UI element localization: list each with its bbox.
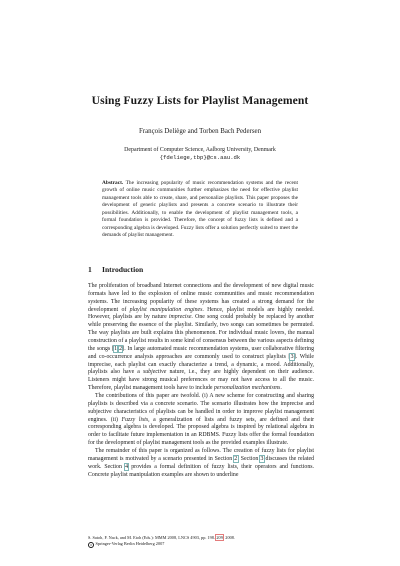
- text-run: The remainder of this paper is organized as follows. The creation of fuzzy lists for playlist management is motivated by a scenario presented in Section: [88, 448, 314, 462]
- section-heading: [88, 265, 314, 274]
- text-run: nature, i.e., they are highly dependent on their audience. Listeners might have strong musical preferences or may not have access to all the music. Therefore, playlist management tools have to include: [88, 369, 314, 392]
- affiliation-block: [0, 146, 400, 162]
- citation-link[interactable]: 1: [114, 345, 118, 352]
- section-link[interactable]: 3: [260, 455, 264, 462]
- text-run: provides a formal definition of fuzzy lists, their operators and functions. Concrete playlist manipulation examples are shown to underline: [88, 463, 314, 478]
- affiliation: Department of Computer Science, Aalborg University, Denmark: [124, 147, 276, 153]
- abstract-label: Abstract.: [102, 180, 124, 186]
- text-run: ,: [117, 345, 119, 352]
- footnote: [88, 535, 314, 548]
- paragraph: [88, 393, 314, 448]
- text-run: Springer-Verlag Berlin Heidelberg 2007: [94, 541, 165, 546]
- emphasis: imprecise: [168, 314, 192, 321]
- paragraph: [88, 283, 314, 393]
- text-run: , 2008.: [223, 535, 235, 540]
- citation-link[interactable]: 2: [119, 345, 122, 352]
- text-run: . One song could probably be replaced by another while preserving the essence of the playlist. Similarly, two songs can sometimes be permuted. The way playlists are built explains this phenomenon. For individual music lovers, the manual construction of a playlist results in some kind of consensus between the various aspects defining the songs [: [88, 314, 314, 352]
- section-number: 1: [88, 265, 92, 274]
- text-run: S. Satoh, F. Nack, and M. Etoh (Eds.): MMM 2008, LNCS 4903, pp. 198–: [88, 535, 217, 540]
- author-email: {fdeliege,tbp}@cs.aau.dk: [159, 154, 241, 162]
- text-run: .: [280, 385, 282, 392]
- section-link[interactable]: 4: [125, 463, 129, 470]
- text-run: The contributions of this paper are twofold. (i) A new scheme for constructing and sharing playlists is described via a concrete scenario. The scenario illustrates how the imprecise and subjective characteristics of playlists can be handled in order to improve playlist management engines. (ii): [88, 393, 314, 423]
- emphasis: subjective: [142, 369, 167, 376]
- abstract: [102, 180, 298, 240]
- author-list: François Deliège and Torben Bach Pedersen: [138, 128, 262, 135]
- copyright-icon: c: [88, 542, 94, 548]
- emphasis: playlist manipulation engines: [129, 306, 203, 313]
- section-body: [88, 283, 314, 479]
- text-run: , a generalization of lists and fuzzy sets, are defined and their corresponding algebra is developed. The proposed algebra is inspired by relational algebra in order to facilitate future implementation in an RDBMS. Fuzzy lists offer the formal foundation for the development of playlist management tools as the provided examples illustrate.: [88, 416, 315, 447]
- text-run: . Section: [237, 455, 261, 462]
- paper-title: Using Fuzzy Lists for Playlist Management: [91, 94, 309, 107]
- text-run: ]. While imprecise, each playlist can exactly characterize a trend, a dynamic, a mood. Additionally, playlists also have a: [88, 353, 314, 376]
- text-run: ]. In large automated music recommendation systems, user collaborative filtering and co-occurrence analysis approaches are commonly used to construct playlists [: [88, 345, 314, 360]
- copyright-line: [88, 541, 314, 548]
- text-run: discusses the related work. Section: [88, 455, 314, 470]
- emphasis: personalization mechanisms: [213, 385, 281, 392]
- citation-link[interactable]: 3: [290, 353, 294, 360]
- paragraph: [88, 448, 314, 479]
- text-run: The proliferation of broadband Internet connections and the development of new digital music formats have led to the explosion of online music communities and music recommendation systems. The increasing popularity of these systems has created a strong demand for the development of: [88, 283, 314, 313]
- emphasis: Fuzzy lists: [121, 416, 149, 423]
- section-title: Introduction: [102, 265, 144, 274]
- page-range-link[interactable]: 209: [216, 535, 223, 540]
- section-link[interactable]: 2: [234, 455, 238, 462]
- abstract-text: The increasing popularity of music recommendation systems and the recent growth of online music communities further emphasizes the need for effective playlist management tools able to create, share, and personalize playlists. This paper proposes the development of generic playlists and presents a concrete scenario to illustrate their possibilities. Additionally, to enable the development of playlist management tools, a formal foundation is provided. Therefore, the concept of fuzzy lists is defined and a corresponding algebra is developed. Fuzzy lists offer a solution perfectly suited to meet the demands of playlist management.: [102, 180, 298, 239]
- text-run: . Hence, playlist models are highly needed. However, playlists are by nature: [88, 306, 314, 321]
